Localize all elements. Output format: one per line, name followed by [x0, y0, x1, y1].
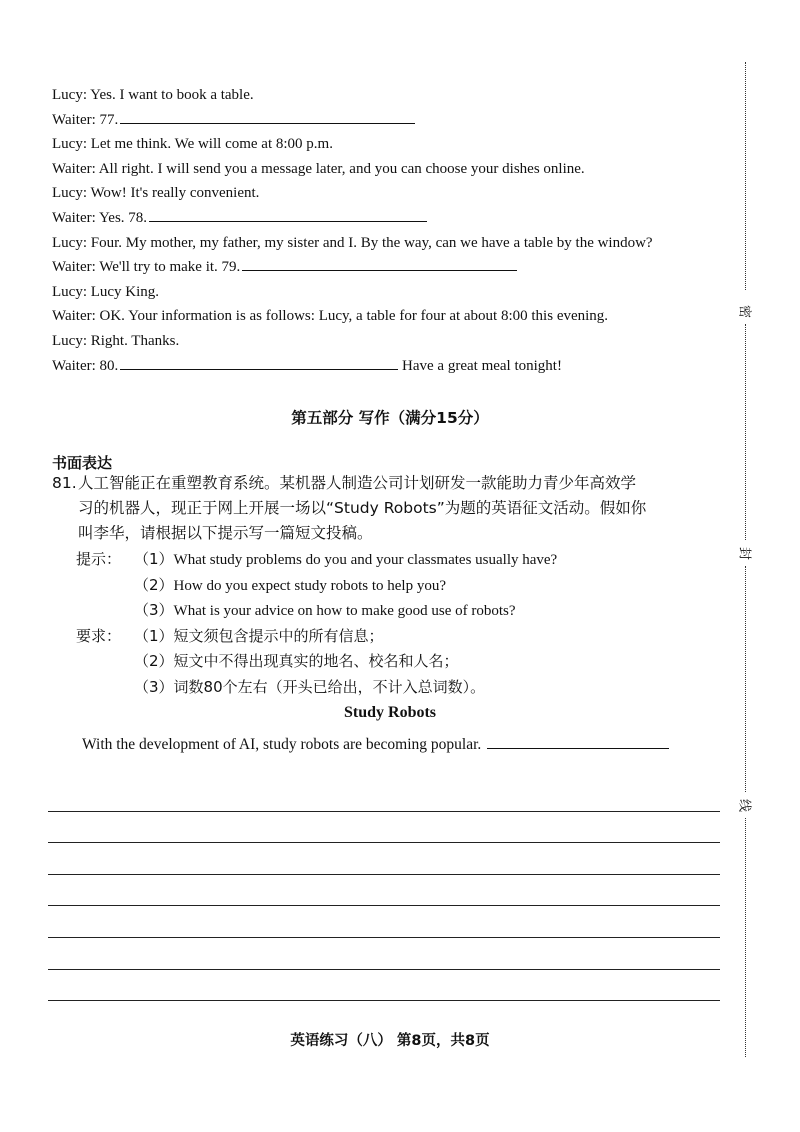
- dialogue-line: [52, 329, 732, 354]
- hint-text: How do you expect study robots to help you?: [173, 577, 447, 594]
- writing-line[interactable]: [48, 906, 720, 938]
- dialogue-section: [52, 83, 732, 378]
- dialogue-line: [52, 181, 732, 206]
- dialogue-line: [52, 157, 732, 182]
- hint-number: （2）: [134, 575, 174, 594]
- answer-blank[interactable]: [120, 354, 398, 370]
- dialogue-text: Lucy: Four. My mother, my father, my sister and I. By the way, can we have a table by the window?: [52, 234, 653, 251]
- hint-text: What is your advice on how to make good use of robots?: [173, 603, 516, 619]
- requirement-text: 短文中不得出现真实的地名、校名和人名；: [173, 652, 459, 670]
- requirement-item-2: [76, 649, 557, 675]
- section-title: 第五部分 写作（满分15分）: [291, 409, 489, 427]
- answer-blank[interactable]: [120, 108, 415, 124]
- hints-and-requirements: [76, 547, 557, 700]
- task-line-2: 习的机器人，现正于网上开展一场以“Study Robots”为题的英语征文活动。假如你: [78, 499, 647, 517]
- task-line-3: 叫李华，请根据以下提示写一篇短文投稿。: [78, 524, 373, 542]
- requirement-number: （2）: [134, 652, 174, 670]
- page-footer: 英语练习（八） 第8页，共8页: [290, 1033, 490, 1049]
- answer-blank[interactable]: [242, 255, 517, 271]
- essay-opening-text: With the development of AI, study robots are becoming popular.: [82, 736, 482, 753]
- dialogue-line: [52, 231, 732, 256]
- requirement-item-1: [76, 624, 557, 650]
- writing-line[interactable]: [48, 812, 720, 844]
- answer-blank[interactable]: [149, 206, 427, 222]
- requirement-item-3: [76, 675, 557, 701]
- binding-mark-mi: 密: [737, 302, 756, 322]
- writing-area[interactable]: [48, 780, 720, 1001]
- requirement-text: 短文须包含提示中的所有信息；: [173, 626, 384, 645]
- writing-line[interactable]: [48, 843, 720, 875]
- dialogue-text: Waiter: 80.: [52, 357, 119, 374]
- dialogue-line: [52, 280, 732, 305]
- dialogue-line: [52, 255, 732, 280]
- hint-item-1: [76, 547, 557, 573]
- dialogue-line: [52, 206, 732, 231]
- writing-line[interactable]: [48, 970, 720, 1002]
- writing-line[interactable]: [48, 875, 720, 907]
- dialogue-text: Lucy: Yes. I want to book a table.: [52, 87, 254, 103]
- dialogue-text: Lucy: Right. Thanks.: [52, 332, 180, 349]
- hints-label: 提示：: [76, 550, 122, 568]
- binding-mark-xian: 线: [737, 796, 756, 816]
- dialogue-line: [52, 108, 732, 133]
- sub-title: 书面表达: [52, 454, 113, 472]
- binding-mark-feng: 封: [737, 544, 756, 564]
- dialogue-text: Lucy: Let me think. We will come at 8:00 p.m.: [52, 136, 333, 153]
- dialogue-text: Waiter: 77.: [52, 111, 119, 128]
- dialogue-line: [52, 354, 732, 379]
- requirement-number: （3）: [134, 677, 174, 696]
- dialogue-line: [52, 304, 732, 329]
- requirement-number: （1）: [134, 626, 174, 645]
- task-number: 81.: [52, 474, 77, 492]
- hint-item-2: [76, 573, 557, 599]
- requirement-text: 词数80个左右（开头已给出，不计入总词数）。: [173, 677, 486, 696]
- task-description: [52, 471, 732, 546]
- hint-number: （1）: [134, 550, 174, 568]
- essay-opening: [82, 733, 669, 754]
- hint-item-3: [76, 598, 557, 624]
- answer-blank-opening[interactable]: [487, 733, 669, 749]
- essay-title: Study Robots: [343, 704, 437, 721]
- dialogue-text-after: Have a great meal tonight!: [398, 357, 562, 374]
- requirements-label: 要求：: [76, 626, 122, 645]
- dialogue-text: Waiter: We'll try to make it. 79.: [52, 259, 241, 276]
- hint-text: What study problems do you and your classmates usually have?: [173, 552, 558, 568]
- dialogue-text: Waiter: Yes. 78.: [52, 209, 148, 226]
- task-line-1: 人工智能正在重塑教育系统。某机器人制造公司计划研发一款能助力青少年高效学: [78, 474, 637, 492]
- writing-line[interactable]: [48, 938, 720, 970]
- dialogue-line: [52, 132, 732, 157]
- binding-line: [738, 62, 754, 1057]
- hint-number: （3）: [134, 601, 174, 619]
- dialogue-text: Lucy: Lucy King.: [52, 283, 160, 300]
- dialogue-text: Waiter: OK. Your information is as follows: Lucy, a table for four at about 8:00 this evening.: [52, 308, 609, 325]
- writing-line[interactable]: [48, 780, 720, 812]
- dialogue-text: Lucy: Wow! It's really convenient.: [52, 185, 260, 202]
- dialogue-line: [52, 83, 732, 108]
- dialogue-text: Waiter: All right. I will send you a message later, and you can choose your dishes online.: [52, 160, 585, 177]
